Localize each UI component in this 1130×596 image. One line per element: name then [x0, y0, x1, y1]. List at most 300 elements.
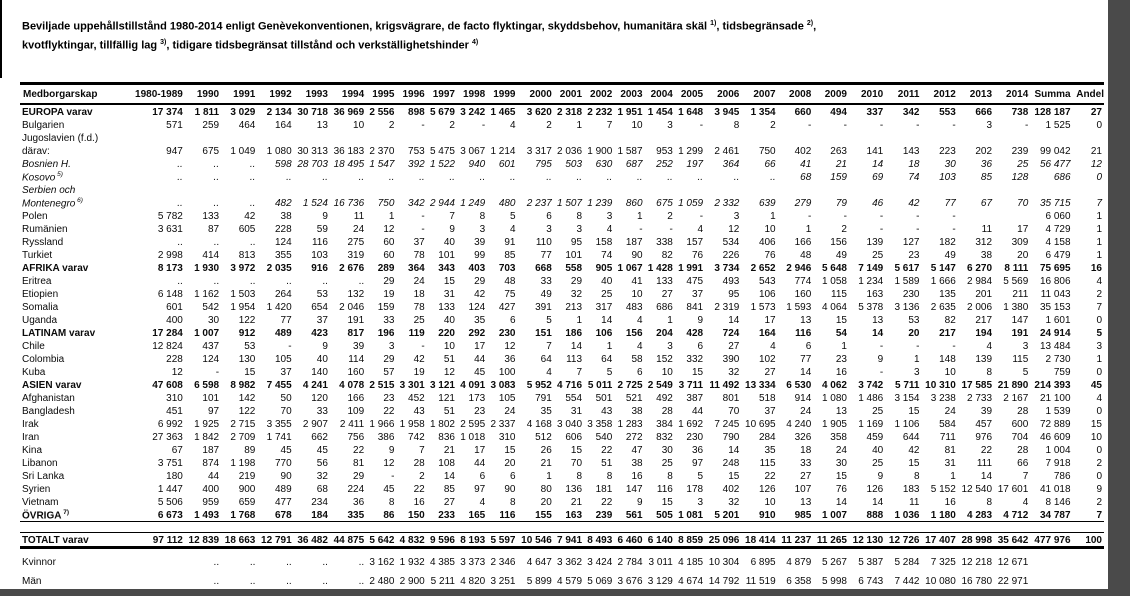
cell: ..	[606, 172, 613, 183]
column-header: 2008	[776, 84, 812, 105]
cell: -	[843, 120, 847, 131]
cell: 364	[408, 263, 425, 274]
cell: 77	[540, 250, 552, 261]
cell: 391	[535, 302, 552, 313]
table-row	[20, 430, 1104, 443]
cell: 23	[383, 393, 395, 404]
cell: 6	[546, 211, 552, 222]
cell: 13	[872, 315, 884, 326]
cell	[847, 131, 883, 144]
cell: 16	[631, 471, 643, 482]
row-label: Rumänien	[22, 224, 68, 235]
cell: 25	[413, 315, 425, 326]
cell: 1 966	[369, 419, 395, 430]
cell: 1	[805, 224, 812, 235]
cell: 480	[498, 198, 516, 209]
column-header: 1995	[364, 84, 394, 105]
cell: 1	[606, 341, 613, 352]
cell	[128, 568, 183, 587]
cell: 21	[1090, 146, 1102, 157]
row-label: därav:	[22, 146, 50, 157]
column-header: 2000	[516, 84, 552, 105]
column-header: 1991	[219, 84, 255, 105]
cell: 3	[733, 211, 740, 222]
cell: 9	[697, 315, 704, 326]
cell: 21	[570, 497, 583, 508]
cell: 1 080	[266, 146, 292, 157]
cell: 213	[565, 302, 583, 313]
cell: 342	[883, 104, 919, 118]
column-header: 1994	[328, 84, 364, 105]
cell: 164	[274, 120, 292, 131]
cell: 24	[413, 276, 425, 287]
cell: ..	[322, 172, 328, 183]
cell: 17	[474, 341, 486, 352]
cell: 841	[686, 302, 704, 313]
cell: 230	[686, 432, 704, 443]
cell: 41	[800, 159, 812, 170]
cell: 6	[479, 471, 486, 482]
cell: 2 725	[617, 380, 643, 391]
row-label: Chile	[22, 341, 45, 352]
cell: 10 080	[925, 576, 956, 587]
cell: 317	[595, 302, 613, 313]
cell: 8 493	[582, 533, 612, 548]
cell: 159	[830, 172, 847, 183]
cell: 53	[908, 315, 920, 326]
cell: 187	[625, 237, 643, 248]
cell: 501	[595, 393, 613, 404]
cell	[643, 183, 673, 196]
cell: 32	[316, 471, 328, 482]
header-row	[20, 84, 1104, 105]
cell: 14	[601, 315, 613, 326]
cell: 10	[764, 224, 776, 235]
cell: 400	[202, 484, 220, 495]
cell	[673, 183, 703, 196]
cell	[219, 131, 255, 144]
cell: 492	[656, 393, 673, 404]
cell: 1 018	[460, 432, 486, 443]
cell: 2 709	[230, 432, 256, 443]
cell: 1	[950, 471, 956, 482]
cell: 1 283	[617, 419, 643, 430]
cell: 248	[722, 458, 740, 469]
cell: 3	[667, 120, 673, 131]
cell: 36	[353, 497, 365, 508]
cell: 25	[872, 458, 884, 469]
page-edge-mark	[0, 0, 2, 78]
cell: 17 407	[920, 533, 956, 548]
cell	[128, 131, 183, 144]
cell: 1	[667, 315, 673, 326]
cell: 521	[625, 393, 643, 404]
cell: 77	[944, 198, 956, 209]
table-row	[20, 313, 1104, 326]
cell: 1 239	[587, 198, 613, 209]
cell: 39	[353, 341, 365, 352]
cell: ..	[249, 198, 256, 209]
cell: 5 475	[429, 146, 455, 157]
cell: 1 811	[183, 104, 219, 118]
cell: 2 907	[302, 419, 328, 430]
cell: 152	[656, 354, 673, 365]
cell: 1 692	[678, 419, 704, 430]
cell: 489	[274, 328, 292, 339]
cell: 12 791	[255, 533, 291, 548]
cell: ..	[449, 172, 455, 183]
cell: 3 362	[557, 557, 583, 568]
cell: 45	[383, 484, 395, 495]
cell: 675	[202, 146, 220, 157]
cell: 184	[292, 508, 328, 522]
cell: 56 477	[1039, 159, 1071, 170]
spacer-row	[20, 522, 1104, 533]
cell: 35 153	[1039, 302, 1071, 313]
cell: 384	[656, 419, 673, 430]
cell: 1 081	[673, 508, 703, 522]
cell: 114	[348, 354, 365, 365]
table-row	[20, 378, 1104, 391]
cell: 27 363	[152, 432, 183, 443]
cell: 9	[388, 445, 395, 456]
cell: 1	[1096, 211, 1102, 222]
cell: 12 726	[883, 533, 919, 548]
cell: 3 945	[703, 104, 739, 118]
cell: 64	[540, 354, 552, 365]
cell: -	[916, 211, 920, 222]
cell: 8 193	[455, 533, 485, 548]
cell: 310	[498, 432, 516, 443]
cell: 6 140	[643, 533, 673, 548]
cell: 66	[1017, 458, 1029, 469]
cell: 39	[980, 406, 993, 417]
cell: -	[916, 224, 920, 235]
cell: 102	[758, 354, 776, 365]
cell: 561	[612, 508, 642, 522]
cell: 9	[637, 497, 643, 508]
cell: 1 249	[460, 198, 486, 209]
table-row	[20, 508, 1104, 522]
cell: 46	[872, 198, 884, 209]
cell: ..	[322, 276, 328, 287]
cell: 1 648	[673, 104, 703, 118]
cell: 20	[908, 328, 920, 339]
cell: ..	[177, 276, 183, 287]
cell: ..	[213, 557, 220, 568]
cell: 36 969	[328, 104, 364, 118]
cell: 2 346	[490, 557, 516, 568]
cell: 1 522	[429, 159, 455, 170]
cell: 4 078	[339, 380, 365, 391]
cell: 4	[479, 497, 486, 508]
permits-table-body	[20, 104, 1104, 587]
cell: 22	[383, 406, 395, 417]
cell: 14	[872, 497, 884, 508]
cell: 128	[1011, 172, 1029, 183]
cell	[425, 131, 455, 144]
cell: 1 547	[369, 159, 395, 170]
cell: 10 310	[925, 380, 956, 391]
cell: 150	[394, 508, 424, 522]
cell: 228	[274, 224, 292, 235]
cell: ..	[213, 159, 220, 170]
cell: 204	[656, 328, 673, 339]
cell: 148	[939, 354, 956, 365]
cell: 8	[986, 367, 993, 378]
cell: 30	[835, 458, 847, 469]
cell: 60	[383, 250, 395, 261]
cell: 45	[280, 445, 292, 456]
cell: 22	[601, 445, 613, 456]
cell: 914	[794, 393, 812, 404]
cell: ..	[697, 172, 704, 183]
cell: 51	[601, 458, 613, 469]
cell: ..	[358, 276, 365, 287]
cell: 1	[1096, 224, 1102, 235]
cell: 1 493	[183, 508, 219, 522]
column-header: Andel	[1071, 84, 1104, 105]
cell: 542	[202, 302, 220, 313]
cell: 135	[939, 289, 956, 300]
cell: 786	[1053, 471, 1071, 482]
cell: 459	[866, 432, 884, 443]
cell: 90	[631, 250, 643, 261]
cell: 3 751	[157, 458, 183, 469]
cell: 80	[540, 484, 552, 495]
cell: 156	[830, 237, 847, 248]
cell: 217	[975, 315, 993, 326]
cell: 85	[504, 250, 516, 261]
cell: 1 428	[647, 263, 673, 274]
cell: 46 609	[1039, 432, 1071, 443]
cell: 284	[758, 432, 776, 443]
cell: 5	[1096, 328, 1102, 339]
cell: 4 062	[821, 380, 847, 391]
cell: 120	[311, 393, 328, 404]
cell: 43	[601, 406, 613, 417]
cell: 3 154	[894, 393, 920, 404]
cell: 553	[920, 104, 956, 118]
cell: 13	[800, 497, 812, 508]
cell: 69	[872, 172, 884, 183]
row-label: Polen	[22, 211, 48, 222]
cell: 81	[353, 458, 365, 469]
cell: 900	[238, 484, 256, 495]
cell: 7 245	[714, 419, 740, 430]
cell: ..	[576, 172, 583, 183]
cell: 57	[383, 367, 395, 378]
cell: 518	[758, 393, 776, 404]
cell: 1 539	[1045, 406, 1071, 417]
cell: 1	[913, 354, 920, 365]
cell: 14	[980, 471, 993, 482]
cell	[516, 183, 552, 196]
cell: 1 905	[821, 419, 847, 430]
cell: 4	[986, 341, 993, 352]
cell: 14	[800, 367, 812, 378]
cell: 312	[975, 237, 993, 248]
cell: 2 035	[266, 263, 292, 274]
cell: 37	[280, 367, 292, 378]
cell: 133	[656, 276, 673, 287]
cell: ..	[286, 276, 292, 287]
cell: 119	[408, 328, 425, 339]
cell: 103	[311, 250, 328, 261]
cell: 4	[1022, 497, 1029, 508]
cell: 48	[504, 276, 516, 287]
cell: 1 007	[194, 328, 220, 339]
cell: 8	[986, 497, 993, 508]
cell: 3	[1096, 341, 1102, 352]
cell: 2 900	[399, 576, 425, 587]
cell: 76	[764, 250, 776, 261]
cell: 127	[902, 237, 920, 248]
cell: 86	[364, 508, 394, 522]
cell: 211	[1012, 289, 1029, 300]
cell: 836	[438, 432, 455, 443]
cell: 17	[764, 315, 776, 326]
cell: -	[879, 367, 884, 378]
cell: 151	[535, 328, 552, 339]
cell: 116	[795, 328, 812, 339]
cell: 101	[202, 393, 220, 404]
cell: 97	[691, 458, 704, 469]
cell: 121	[438, 393, 455, 404]
cell: 33	[800, 458, 812, 469]
cell: 0	[1096, 406, 1102, 417]
cell: 38	[280, 211, 292, 222]
cell: -	[699, 211, 704, 222]
cell: -	[807, 211, 812, 222]
row-label: Syrien	[22, 484, 51, 495]
cell: 1 198	[230, 458, 256, 469]
cell: ..	[388, 172, 395, 183]
cell: 30 313	[297, 146, 328, 157]
cell	[455, 131, 485, 144]
cell: 289	[377, 263, 395, 274]
cell: -	[669, 224, 673, 235]
cell: 4 729	[1045, 224, 1071, 235]
cell: 115	[831, 289, 847, 300]
cell: 3 242	[455, 104, 485, 118]
cell: 3 121	[429, 380, 455, 391]
cell	[920, 131, 956, 144]
cell: 1 768	[219, 508, 255, 522]
cell: 60	[383, 237, 395, 248]
cell: 5 284	[894, 557, 920, 568]
cell: 234	[311, 497, 328, 508]
row-label: Montenegro $^{6)}$	[22, 196, 83, 209]
footnote-mark: 4)	[472, 38, 479, 46]
cell: 687	[625, 159, 643, 170]
cell	[128, 183, 183, 196]
cell: 5 617	[894, 263, 920, 274]
cell: 110	[535, 237, 552, 248]
cell: 15	[443, 276, 455, 287]
cell: 115	[759, 458, 776, 469]
cell: 959	[202, 497, 220, 508]
cell: 166	[347, 393, 365, 404]
cell: 494	[811, 104, 847, 118]
cell: 182	[939, 237, 956, 248]
cell: 3 972	[230, 263, 256, 274]
cell: 2	[449, 120, 455, 131]
row-label: Kina	[22, 445, 43, 456]
cell: 4	[637, 315, 643, 326]
cell: 36	[504, 354, 516, 365]
cell: 5 387	[858, 557, 884, 568]
cell: 6 148	[157, 289, 183, 300]
cell: 7	[1096, 198, 1102, 209]
cell: 59	[316, 224, 328, 235]
cell: 3 711	[678, 380, 704, 391]
cell: 51	[443, 406, 455, 417]
table-row	[20, 339, 1104, 352]
cell: 489	[274, 484, 292, 495]
cell	[364, 183, 394, 196]
cell: 4	[1096, 276, 1102, 287]
cell: 5 152	[930, 484, 956, 495]
cell: 813	[238, 250, 256, 261]
cell: 31	[570, 406, 583, 417]
cell: 5 648	[821, 263, 847, 274]
cell: 40	[872, 445, 884, 456]
cell: 10	[443, 341, 455, 352]
cell: 5	[606, 367, 613, 378]
cell: 2	[1096, 458, 1102, 469]
cell: 985	[776, 508, 812, 522]
cell: 3 317	[526, 146, 552, 157]
cell: 7 455	[266, 380, 292, 391]
table-row	[20, 391, 1104, 404]
cell: 6 060	[1045, 211, 1071, 222]
cell: 68	[800, 172, 812, 183]
cell: 72 889	[1039, 419, 1071, 430]
cell: 976	[975, 432, 993, 443]
cell	[1028, 548, 1070, 569]
cell: 27	[800, 471, 812, 482]
table-row	[20, 404, 1104, 417]
cell: 16	[1090, 263, 1102, 274]
row-label: Bulgarien	[22, 120, 65, 131]
cell: 42	[474, 289, 486, 300]
cell: 3 676	[617, 576, 643, 587]
cell: 6	[697, 341, 704, 352]
cell: 37	[764, 406, 776, 417]
cell: 26	[540, 445, 552, 456]
cell: 109	[347, 406, 365, 417]
cell: 25	[872, 250, 884, 261]
cell: 40	[316, 354, 328, 365]
cell	[643, 131, 673, 144]
cell: 493	[722, 276, 740, 287]
table-row	[20, 235, 1104, 248]
cell: 42	[413, 354, 425, 365]
cell: 7 941	[552, 533, 582, 548]
cell: 6 460	[612, 533, 642, 548]
cell: 8	[576, 211, 583, 222]
cell: 1 900	[587, 146, 613, 157]
table-row	[20, 456, 1104, 469]
cell: 10	[631, 289, 643, 300]
cell: 2 134	[255, 104, 291, 118]
cell: 14	[443, 471, 455, 482]
cell: 20	[504, 458, 516, 469]
cell: -	[699, 120, 704, 131]
cell: 8	[606, 471, 613, 482]
cell: 3 631	[157, 224, 183, 235]
